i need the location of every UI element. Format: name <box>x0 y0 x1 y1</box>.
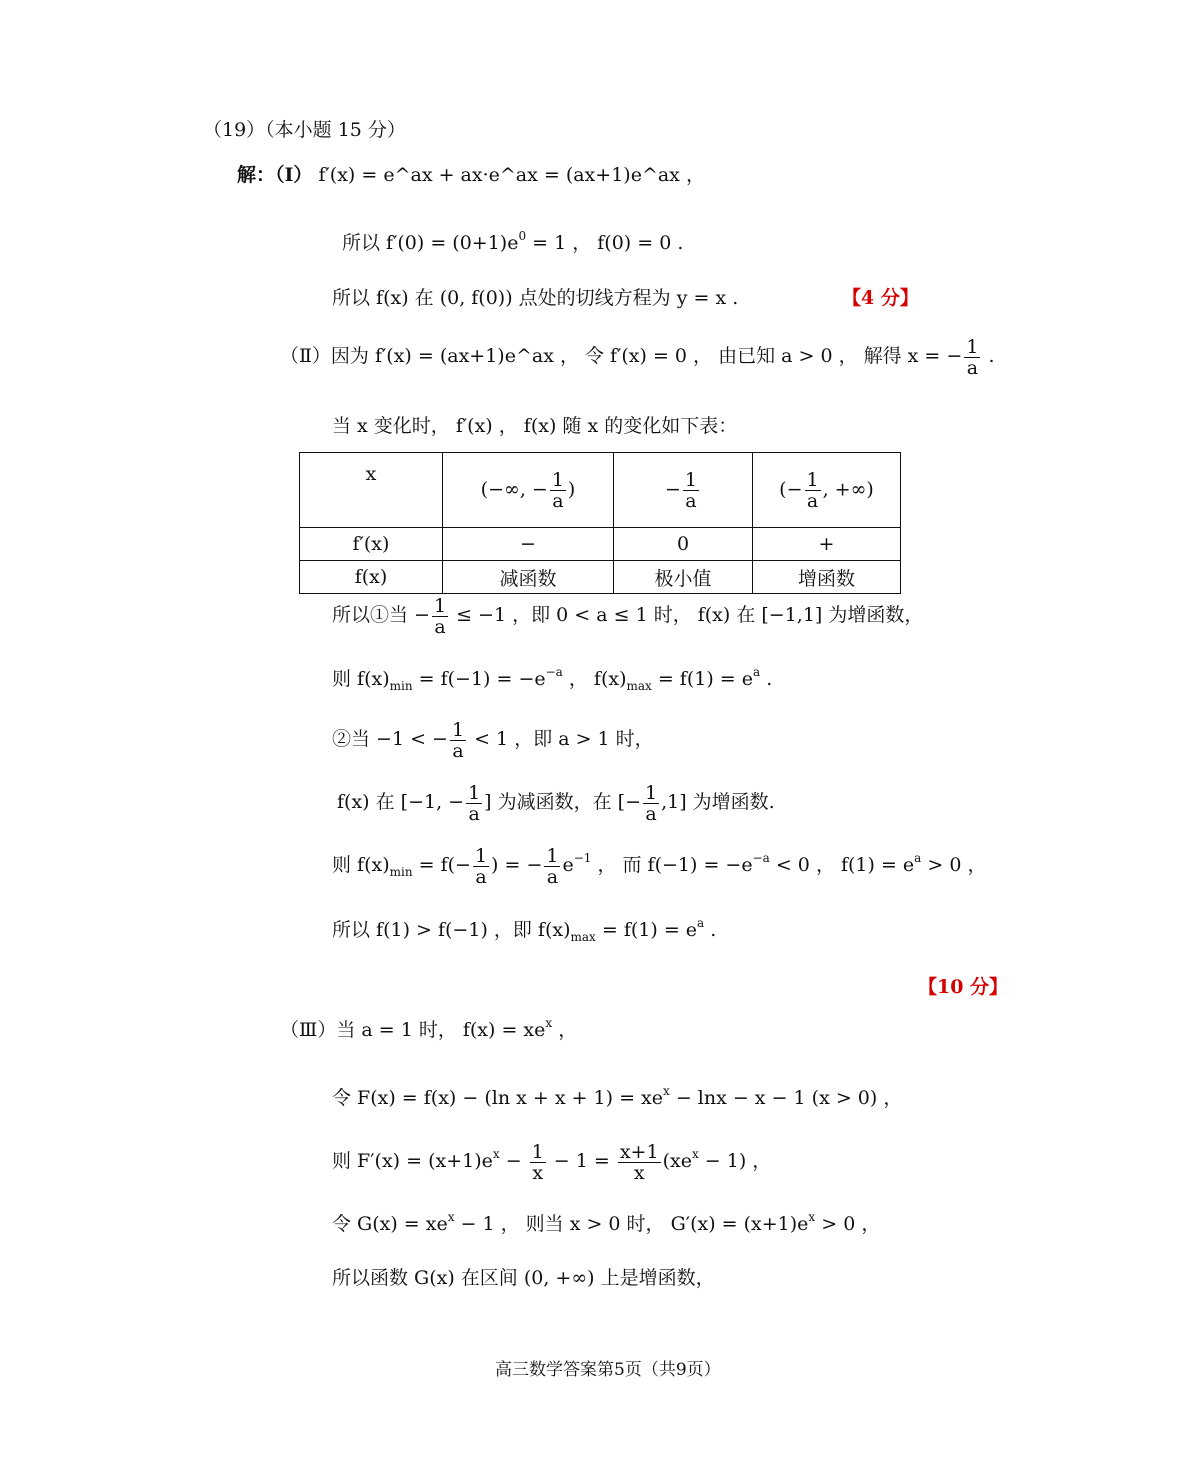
text: − 1) ， <box>698 1150 772 1172</box>
derivative-formula: f′(x) = e^ax + ax·e^ax = (ax+1)e^ax ， <box>318 164 705 186</box>
part2-intro: （Ⅱ）因为 f′(x) = (ax+1)e^ax ， 令 f′(x) = 0 ， 由已知 a > 0 ， 解得 x = − $\frac{1}{a}$ . <box>280 335 995 379</box>
fraction <box>530 1142 546 1183</box>
table-cell: 减函数 <box>443 561 614 594</box>
table-cell: 增函数 <box>753 561 901 594</box>
text: 则 F′(x) = (x+1)e <box>332 1150 493 1172</box>
superscript: a <box>753 665 761 679</box>
case2 <box>332 714 654 764</box>
denominator: a <box>434 615 446 638</box>
table-header-point <box>614 453 753 528</box>
numerator: 1 <box>551 468 564 491</box>
text: . <box>760 668 773 690</box>
denominator: a <box>966 356 979 379</box>
text: < 0 ， f(1) = e <box>769 854 915 876</box>
table-cell: f′(x) <box>300 528 443 561</box>
table-header-interval1 <box>443 453 614 528</box>
text: − 1 = <box>547 1150 616 1172</box>
denominator: a <box>452 739 464 762</box>
table-intro: 当 x 变化时， f′(x) ， f(x) 随 x 的变化如下表： <box>332 415 738 437</box>
case1 <box>332 590 923 640</box>
text: ] 为减函数，在 [− <box>484 791 641 813</box>
define-G <box>332 1212 880 1236</box>
F-derivative <box>332 1136 771 1186</box>
fraction <box>550 470 566 511</box>
text: ， <box>552 1019 578 1041</box>
text: > 0 ， <box>921 854 987 876</box>
case1-extrema <box>332 667 772 691</box>
text: − 1 ， 则当 x > 0 时， G′(x) = (x+1)e <box>454 1213 809 1235</box>
fraction <box>450 720 466 761</box>
text: ,1] 为增函数. <box>661 791 775 813</box>
table-header-interval2 <box>753 453 901 528</box>
text: ， f(x) <box>562 668 627 690</box>
problem-header: （19）（本小题 15 分） <box>203 119 406 141</box>
subscript: min <box>389 865 413 879</box>
part1-derivative <box>237 163 705 187</box>
text: < 1 ，即 a > 1 时， <box>468 728 654 750</box>
denominator: a <box>645 802 657 825</box>
table-cell: + <box>753 528 901 561</box>
denominator: a <box>475 865 487 888</box>
superscript: −a <box>752 851 770 865</box>
text: f(x) 在 [−1, − <box>337 791 465 813</box>
fraction <box>643 783 659 824</box>
text: (xe <box>662 1150 692 1172</box>
superscript: −a <box>545 665 563 679</box>
table-cell: f(x) <box>300 561 443 594</box>
numerator: 1 <box>966 335 979 358</box>
denominator: a <box>552 489 564 512</box>
text: 则 f(x) <box>332 854 390 876</box>
numerator: 1 <box>806 468 819 491</box>
superscript: a <box>914 851 922 865</box>
fraction <box>473 846 489 887</box>
text: e <box>562 854 574 876</box>
text: − lnx − x − 1 (x > 0) ， <box>669 1087 903 1109</box>
fraction <box>805 470 821 511</box>
denominator: a <box>806 489 819 512</box>
superscript: −1 <box>573 851 592 865</box>
case2-conclusion <box>332 918 716 942</box>
fraction <box>544 846 560 887</box>
table-header-x: x <box>300 453 443 528</box>
superscript: x <box>663 1084 670 1098</box>
text: ， 而 f(−1) = −e <box>591 854 753 876</box>
superscript: x <box>691 1147 699 1161</box>
text: ) = − <box>491 854 543 876</box>
numerator: 1 <box>451 718 465 741</box>
text: ≤ −1 ，即 0 < a ≤ 1 时， f(x) 在 [−1,1] 为增函数， <box>450 604 924 626</box>
define-F <box>332 1086 902 1110</box>
numerator: 1 <box>433 594 447 617</box>
text: . <box>704 919 717 941</box>
text: (−∞, − <box>480 478 548 500</box>
text: − <box>664 478 681 500</box>
numerator: 1 <box>468 781 481 804</box>
text: = f(1) = e <box>595 919 698 941</box>
denominator: x <box>633 1161 645 1184</box>
score-10: 【10 分】 <box>918 976 1009 998</box>
fraction <box>432 596 448 637</box>
text: − <box>499 1150 528 1172</box>
fraction <box>964 337 980 378</box>
fraction <box>466 783 482 824</box>
score-4: 【4 分】 <box>842 287 919 309</box>
superscript: x <box>545 1016 553 1030</box>
case2-monotonic <box>337 777 775 827</box>
text: （Ⅲ）当 a = 1 时， f(x) = xe <box>280 1019 546 1041</box>
numerator: 1 <box>474 844 488 867</box>
denominator: a <box>546 865 559 888</box>
part3-intro <box>280 1018 577 1042</box>
page-footer: 高三数学答案第5页（共9页） <box>495 1360 721 1380</box>
denominator: x <box>532 1161 544 1184</box>
text: 则 f(x) <box>332 668 390 690</box>
numerator: 1 <box>531 1140 544 1163</box>
numerator: 1 <box>684 468 697 491</box>
subscript: min <box>389 679 413 693</box>
text: = f(−1) = −e <box>412 668 546 690</box>
superscript: x <box>492 1147 500 1161</box>
text: 令 F(x) = f(x) − (ln x + x + 1) = xe <box>332 1087 663 1109</box>
denominator: a <box>468 802 480 825</box>
text: ②当 −1 < − <box>332 728 448 750</box>
text: 所以 f(1) > f(−1) ，即 f(x) <box>332 919 571 941</box>
superscript: 0 <box>518 229 527 243</box>
numerator: x+1 <box>619 1140 659 1163</box>
text: = 1 ， f(0) = 0 . <box>526 232 684 254</box>
text: (− <box>779 478 803 500</box>
G-increasing: 所以函数 G(x) 在区间 (0, +∞) 上是增函数， <box>332 1267 715 1289</box>
text: 所以 f′(0) = (0+1)e <box>342 232 519 254</box>
table-cell: 极小值 <box>614 561 753 594</box>
text: = f(− <box>412 854 471 876</box>
text: （Ⅱ）因为 f′(x) = (ax+1)e^ax ， 令 f′(x) = 0 ， 由已知 a > 0 ， 解得 x = − <box>280 345 963 367</box>
text: , +∞) <box>822 478 874 500</box>
case2-extrema <box>332 840 986 890</box>
table-cell: 0 <box>614 528 753 561</box>
fraction <box>618 1142 661 1183</box>
subscript: max <box>570 930 596 944</box>
text: 所以①当 − <box>332 604 430 626</box>
superscript: x <box>447 1210 455 1224</box>
tangent-line: 所以 f(x) 在 (0, f(0)) 点处的切线方程为 y = x . <box>332 287 739 309</box>
numerator: 1 <box>645 781 658 804</box>
superscript: a <box>697 916 705 930</box>
superscript: x <box>808 1210 816 1224</box>
solution-label: 解：（Ⅰ） <box>237 164 313 186</box>
text: ) <box>567 478 576 500</box>
text: 令 G(x) = xe <box>332 1213 448 1235</box>
denominator: a <box>685 489 697 512</box>
table-cell: − <box>443 528 614 561</box>
part1-values <box>342 231 683 255</box>
subscript: max <box>626 679 652 693</box>
text: = f(1) = e <box>651 668 753 690</box>
variation-table <box>299 452 901 594</box>
fraction <box>683 470 699 511</box>
text: > 0 ， <box>815 1213 881 1235</box>
numerator: 1 <box>546 844 559 867</box>
